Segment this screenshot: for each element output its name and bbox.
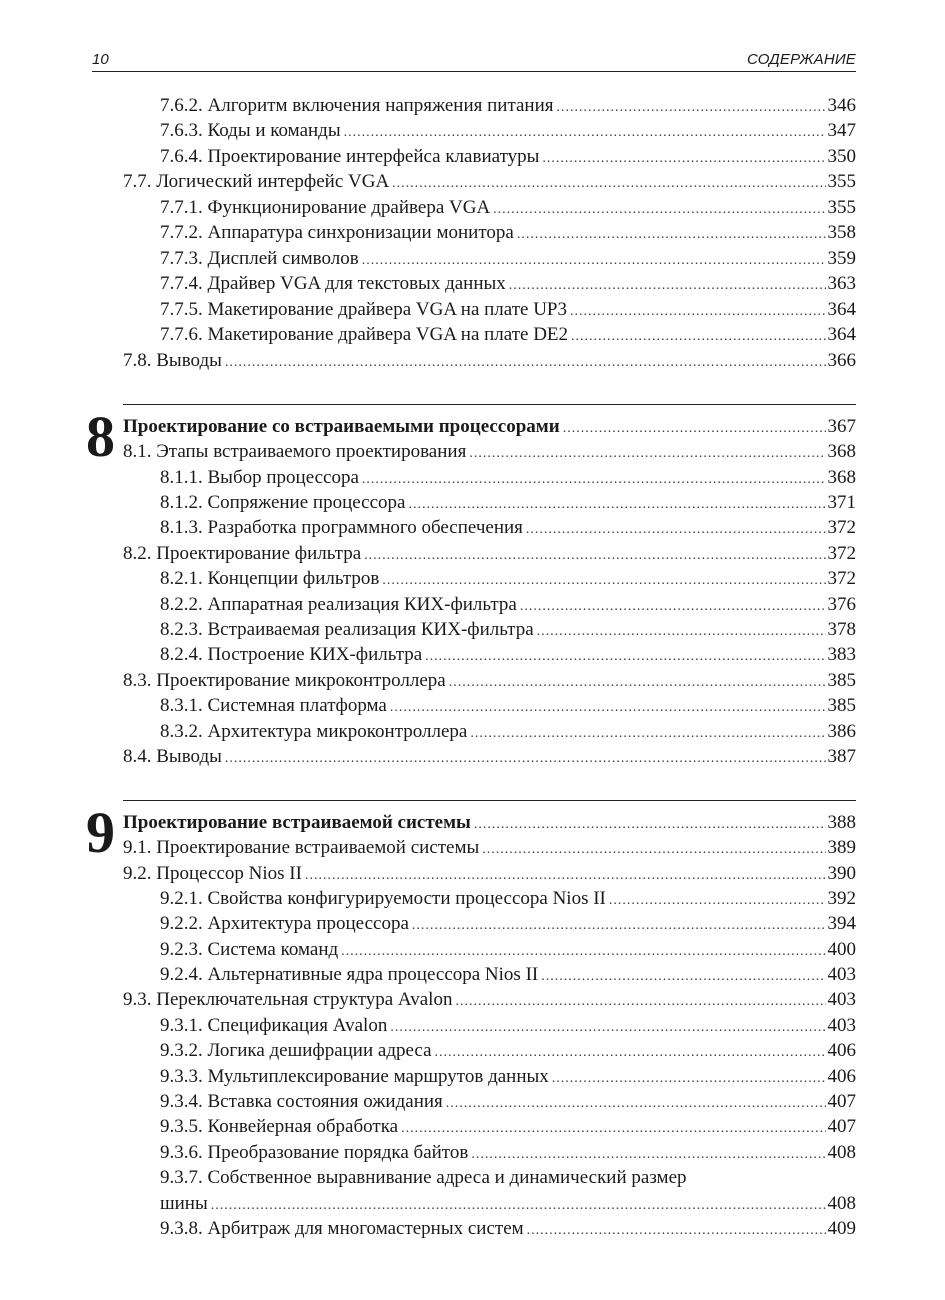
toc-entry-page: 390: [827, 863, 856, 884]
toc-entry-label: 8.2.3. Встраиваемая реализация КИХ-фильтра: [160, 619, 534, 640]
dot-leader: [557, 95, 826, 120]
toc-entry[interactable]: [160, 886, 856, 911]
chapter-number-9: 9: [86, 800, 115, 865]
toc-entry[interactable]: [160, 1114, 856, 1139]
toc-entry[interactable]: [160, 490, 856, 515]
toc-entry-label: 7.7.1. Функционирование драйвера VGA: [160, 197, 491, 218]
toc-entry-page: 407: [827, 1091, 856, 1112]
toc-entry-page: 355: [827, 197, 856, 218]
toc-entry-label: 7.6.3. Коды и команды: [160, 120, 341, 141]
toc-entry[interactable]: [123, 861, 856, 886]
toc-entry[interactable]: [160, 271, 856, 296]
toc-entry-page: 364: [827, 299, 856, 320]
toc-entry-page: 359: [827, 248, 856, 269]
toc-entry-label: 7.6.4. Проектирование интерфейса клавиатуры: [160, 146, 540, 167]
toc-entry-page: 385: [827, 670, 856, 691]
toc-entry-page: 389: [827, 837, 856, 858]
toc-entry-page: 386: [827, 721, 856, 742]
toc-entry-label: 7.7.6. Макетирование драйвера VGA на плате DE2: [160, 324, 569, 345]
toc-entry[interactable]: [160, 465, 856, 490]
toc-entry-page: 367: [827, 416, 856, 437]
dot-leader: [225, 350, 826, 375]
toc-entry[interactable]: [160, 93, 856, 118]
toc-entry-page: 408: [827, 1142, 856, 1163]
page-number: 10: [92, 51, 109, 68]
toc-entry-label: 9.3.5. Конвейерная обработка: [160, 1116, 399, 1137]
dot-leader: [390, 1015, 825, 1040]
toc-entry-page: 372: [827, 543, 856, 564]
toc-entry-label: 7.6.2. Алгоритм включения напряжения питания: [160, 95, 554, 116]
running-title: СОДЕРЖАНИЕ: [746, 51, 856, 68]
toc-entry[interactable]: [160, 297, 856, 322]
toc-entry-label: 9.2.1. Свойства конфигурируемости процессора Nios II: [160, 888, 606, 909]
toc-entry[interactable]: [123, 744, 856, 769]
dot-leader: [412, 913, 826, 938]
dot-leader: [362, 248, 826, 273]
toc-entry[interactable]: [160, 515, 856, 540]
dot-leader: [401, 1116, 825, 1141]
toc-entry[interactable]: [123, 668, 856, 693]
dot-leader: [541, 964, 825, 989]
toc-entry[interactable]: [160, 592, 856, 617]
toc-entry-label: 7.7. Логический интерфейс VGA: [123, 171, 390, 192]
dot-leader: [469, 441, 825, 466]
dot-leader: [527, 1218, 826, 1243]
toc-entry-label: 9.3.6. Преобразование порядка байтов: [160, 1142, 469, 1163]
toc-entry-page: 409: [827, 1218, 856, 1239]
toc-entry[interactable]: [123, 987, 856, 1012]
dot-leader: [563, 416, 826, 441]
toc-entry-label: 8.1.1. Выбор процессора: [160, 467, 359, 488]
dot-leader: [609, 888, 826, 913]
toc-entry-page: 368: [827, 467, 856, 488]
toc-entry[interactable]: [160, 962, 856, 987]
toc-entry-label: 7.8. Выводы: [123, 350, 222, 371]
dot-leader: [408, 492, 825, 517]
toc-entry-label: 8.4. Выводы: [123, 746, 222, 767]
toc-entry-label: 8.2. Проектирование фильтра: [123, 543, 362, 564]
chapter-title: Проектирование со встраиваемыми процессорами: [123, 416, 560, 437]
toc-entry-label: 9.1. Проектирование встраиваемой системы: [123, 837, 480, 858]
dot-leader: [225, 746, 826, 771]
dot-leader: [509, 273, 826, 298]
toc-entry-label: 9.2.2. Архитектура процессора: [160, 913, 409, 934]
dot-leader: [455, 989, 825, 1014]
dot-leader: [570, 299, 826, 324]
toc-entry[interactable]: [160, 937, 856, 962]
dot-leader: [435, 1040, 826, 1065]
dot-leader: [520, 594, 826, 619]
dot-leader: [211, 1193, 826, 1218]
toc-entry-label: 9.2.4. Альтернативные ядра процессора Nios II: [160, 964, 539, 985]
toc-entry[interactable]: [123, 169, 856, 194]
toc-entry-page: 358: [827, 222, 856, 243]
toc-entry[interactable]: [160, 1216, 856, 1241]
toc-entry[interactable]: [160, 617, 856, 642]
toc-entry-label: 7.7.2. Аппаратура синхронизации монитора: [160, 222, 514, 243]
toc-entry-label: 8.2.2. Аппаратная реализация КИХ-фильтра: [160, 594, 517, 615]
toc-entry-page: 355: [827, 171, 856, 192]
toc-entry-page: 372: [827, 517, 856, 538]
dot-leader: [341, 939, 825, 964]
toc-entry-page: 378: [827, 619, 856, 640]
toc-entry[interactable]: [160, 322, 856, 347]
toc-entry-label: 8.3.2. Архитектура микроконтроллера: [160, 721, 468, 742]
toc-entry-page: 388: [827, 812, 856, 833]
toc-entry-label: 8.1.3. Разработка программного обеспечения: [160, 517, 523, 538]
toc-entry-label[interactable]: 9.3.7. Собственное выравнивание адреса и динамический размер: [160, 1167, 687, 1188]
toc-entry-page: 392: [827, 888, 856, 909]
toc-entry-page: 407: [827, 1116, 856, 1137]
dot-leader: [425, 644, 825, 669]
toc-entry-label: 9.2.3. Система команд: [160, 939, 339, 960]
toc-entry[interactable]: [160, 1089, 856, 1114]
toc-entry-page: 400: [827, 939, 856, 960]
dot-leader: [470, 721, 825, 746]
toc-entry[interactable]: [160, 642, 856, 667]
dot-leader: [305, 863, 826, 888]
toc-entry[interactable]: [123, 541, 856, 566]
toc-entry[interactable]: [160, 144, 856, 169]
toc-entry-page: 371: [827, 492, 856, 513]
toc-entry-page: 408: [827, 1193, 856, 1214]
toc-entry-label: 9.2. Процессор Nios II: [123, 863, 302, 884]
toc-entry-label: 9.3.4. Вставка состояния ожидания: [160, 1091, 443, 1112]
dot-leader: [362, 467, 826, 492]
toc-entry-page: 385: [827, 695, 856, 716]
toc-entry-label: 7.7.5. Макетирование драйвера VGA на плате UP3: [160, 299, 567, 320]
dot-leader: [542, 146, 825, 171]
dot-leader: [392, 171, 825, 196]
toc-entry[interactable]: [160, 246, 856, 271]
toc-entry-label: 7.7.3. Дисплей символов: [160, 248, 359, 269]
toc-entry-page: 368: [827, 441, 856, 462]
chapter-divider: [123, 404, 856, 405]
dot-leader: [537, 619, 826, 644]
toc-entry-page: 366: [827, 350, 856, 371]
dot-leader: [526, 517, 826, 542]
toc-entry[interactable]: [160, 118, 856, 143]
toc-entry-continuation: шины: [160, 1193, 208, 1214]
toc-entry[interactable]: [123, 348, 856, 373]
toc-entry-label: 9.3.2. Логика дешифрации адреса: [160, 1040, 432, 1061]
dot-leader: [449, 670, 826, 695]
dot-leader: [471, 1142, 825, 1167]
toc-entry[interactable]: [160, 566, 856, 591]
toc-entry-page: 403: [827, 1015, 856, 1036]
toc-entry[interactable]: [160, 1140, 856, 1165]
dot-leader: [364, 543, 825, 568]
toc-entry[interactable]: [123, 439, 856, 464]
toc-entry-page: 346: [827, 95, 856, 116]
toc-entry-label: 9.3.3. Мультиплексирование маршрутов данных: [160, 1066, 549, 1087]
toc-entry[interactable]: [160, 195, 856, 220]
toc-entry[interactable]: [160, 693, 856, 718]
toc-entry[interactable]: [160, 220, 856, 245]
toc-entry-label: 9.3. Переключательная структура Avalon: [123, 989, 453, 1010]
toc-entry-label: 8.2.1. Концепции фильтров: [160, 568, 380, 589]
dot-leader: [382, 568, 825, 593]
toc-entry-page: 347: [827, 120, 856, 141]
toc-entry-page: 350: [827, 146, 856, 167]
chapter-number-8: 8: [86, 404, 115, 469]
toc-entry-label: 8.2.4. Построение КИХ-фильтра: [160, 644, 423, 665]
toc-entry[interactable]: [160, 911, 856, 936]
chapter-title-entry[interactable]: [123, 810, 856, 835]
dot-leader: [517, 222, 826, 247]
chapter-divider: [123, 800, 856, 801]
toc-entry-label: 7.7.4. Драйвер VGA для текстовых данных: [160, 273, 506, 294]
toc-entry-page: 376: [827, 594, 856, 615]
toc-entry-page: 383: [827, 644, 856, 665]
toc-entry-label: 9.3.1. Спецификация Avalon: [160, 1015, 388, 1036]
toc-entry[interactable]: [160, 1013, 856, 1038]
toc-entry-label: 8.3.1. Системная платформа: [160, 695, 387, 716]
toc-entry-page: 372: [827, 568, 856, 589]
dot-leader: [344, 120, 826, 145]
toc-entry-label: 8.3. Проектирование микроконтроллера: [123, 670, 446, 691]
toc-entry-label: 8.1.2. Сопряжение процессора: [160, 492, 406, 513]
toc-entry-page: 387: [827, 746, 856, 767]
dot-leader: [493, 197, 825, 222]
toc-entry[interactable]: [160, 1191, 856, 1216]
dot-leader: [571, 324, 825, 349]
dot-leader: [474, 812, 826, 837]
toc-entry-page: 406: [827, 1040, 856, 1061]
toc-entry-label: 8.1. Этапы встраиваемого проектирования: [123, 441, 467, 462]
toc-entry-page: 406: [827, 1066, 856, 1087]
toc-entry[interactable]: [160, 719, 856, 744]
chapter-title: Проектирование встраиваемой системы: [123, 812, 471, 833]
toc-entry-page: 403: [827, 989, 856, 1010]
toc-entry-label: 9.3.8. Арбитраж для многомастерных систем: [160, 1218, 524, 1239]
dot-leader: [446, 1091, 826, 1116]
toc-entry[interactable]: [160, 1064, 856, 1089]
toc-entry-page: 403: [827, 964, 856, 985]
toc-entry-page: 363: [827, 273, 856, 294]
dot-leader: [482, 837, 825, 862]
toc-entry[interactable]: [160, 1038, 856, 1063]
toc-entry-page: 364: [827, 324, 856, 345]
chapter-title-entry[interactable]: [123, 414, 856, 439]
running-header: [92, 49, 856, 72]
toc-entry-page: 394: [827, 913, 856, 934]
dot-leader: [390, 695, 826, 720]
toc-entry[interactable]: [123, 835, 856, 860]
dot-leader: [552, 1066, 826, 1091]
